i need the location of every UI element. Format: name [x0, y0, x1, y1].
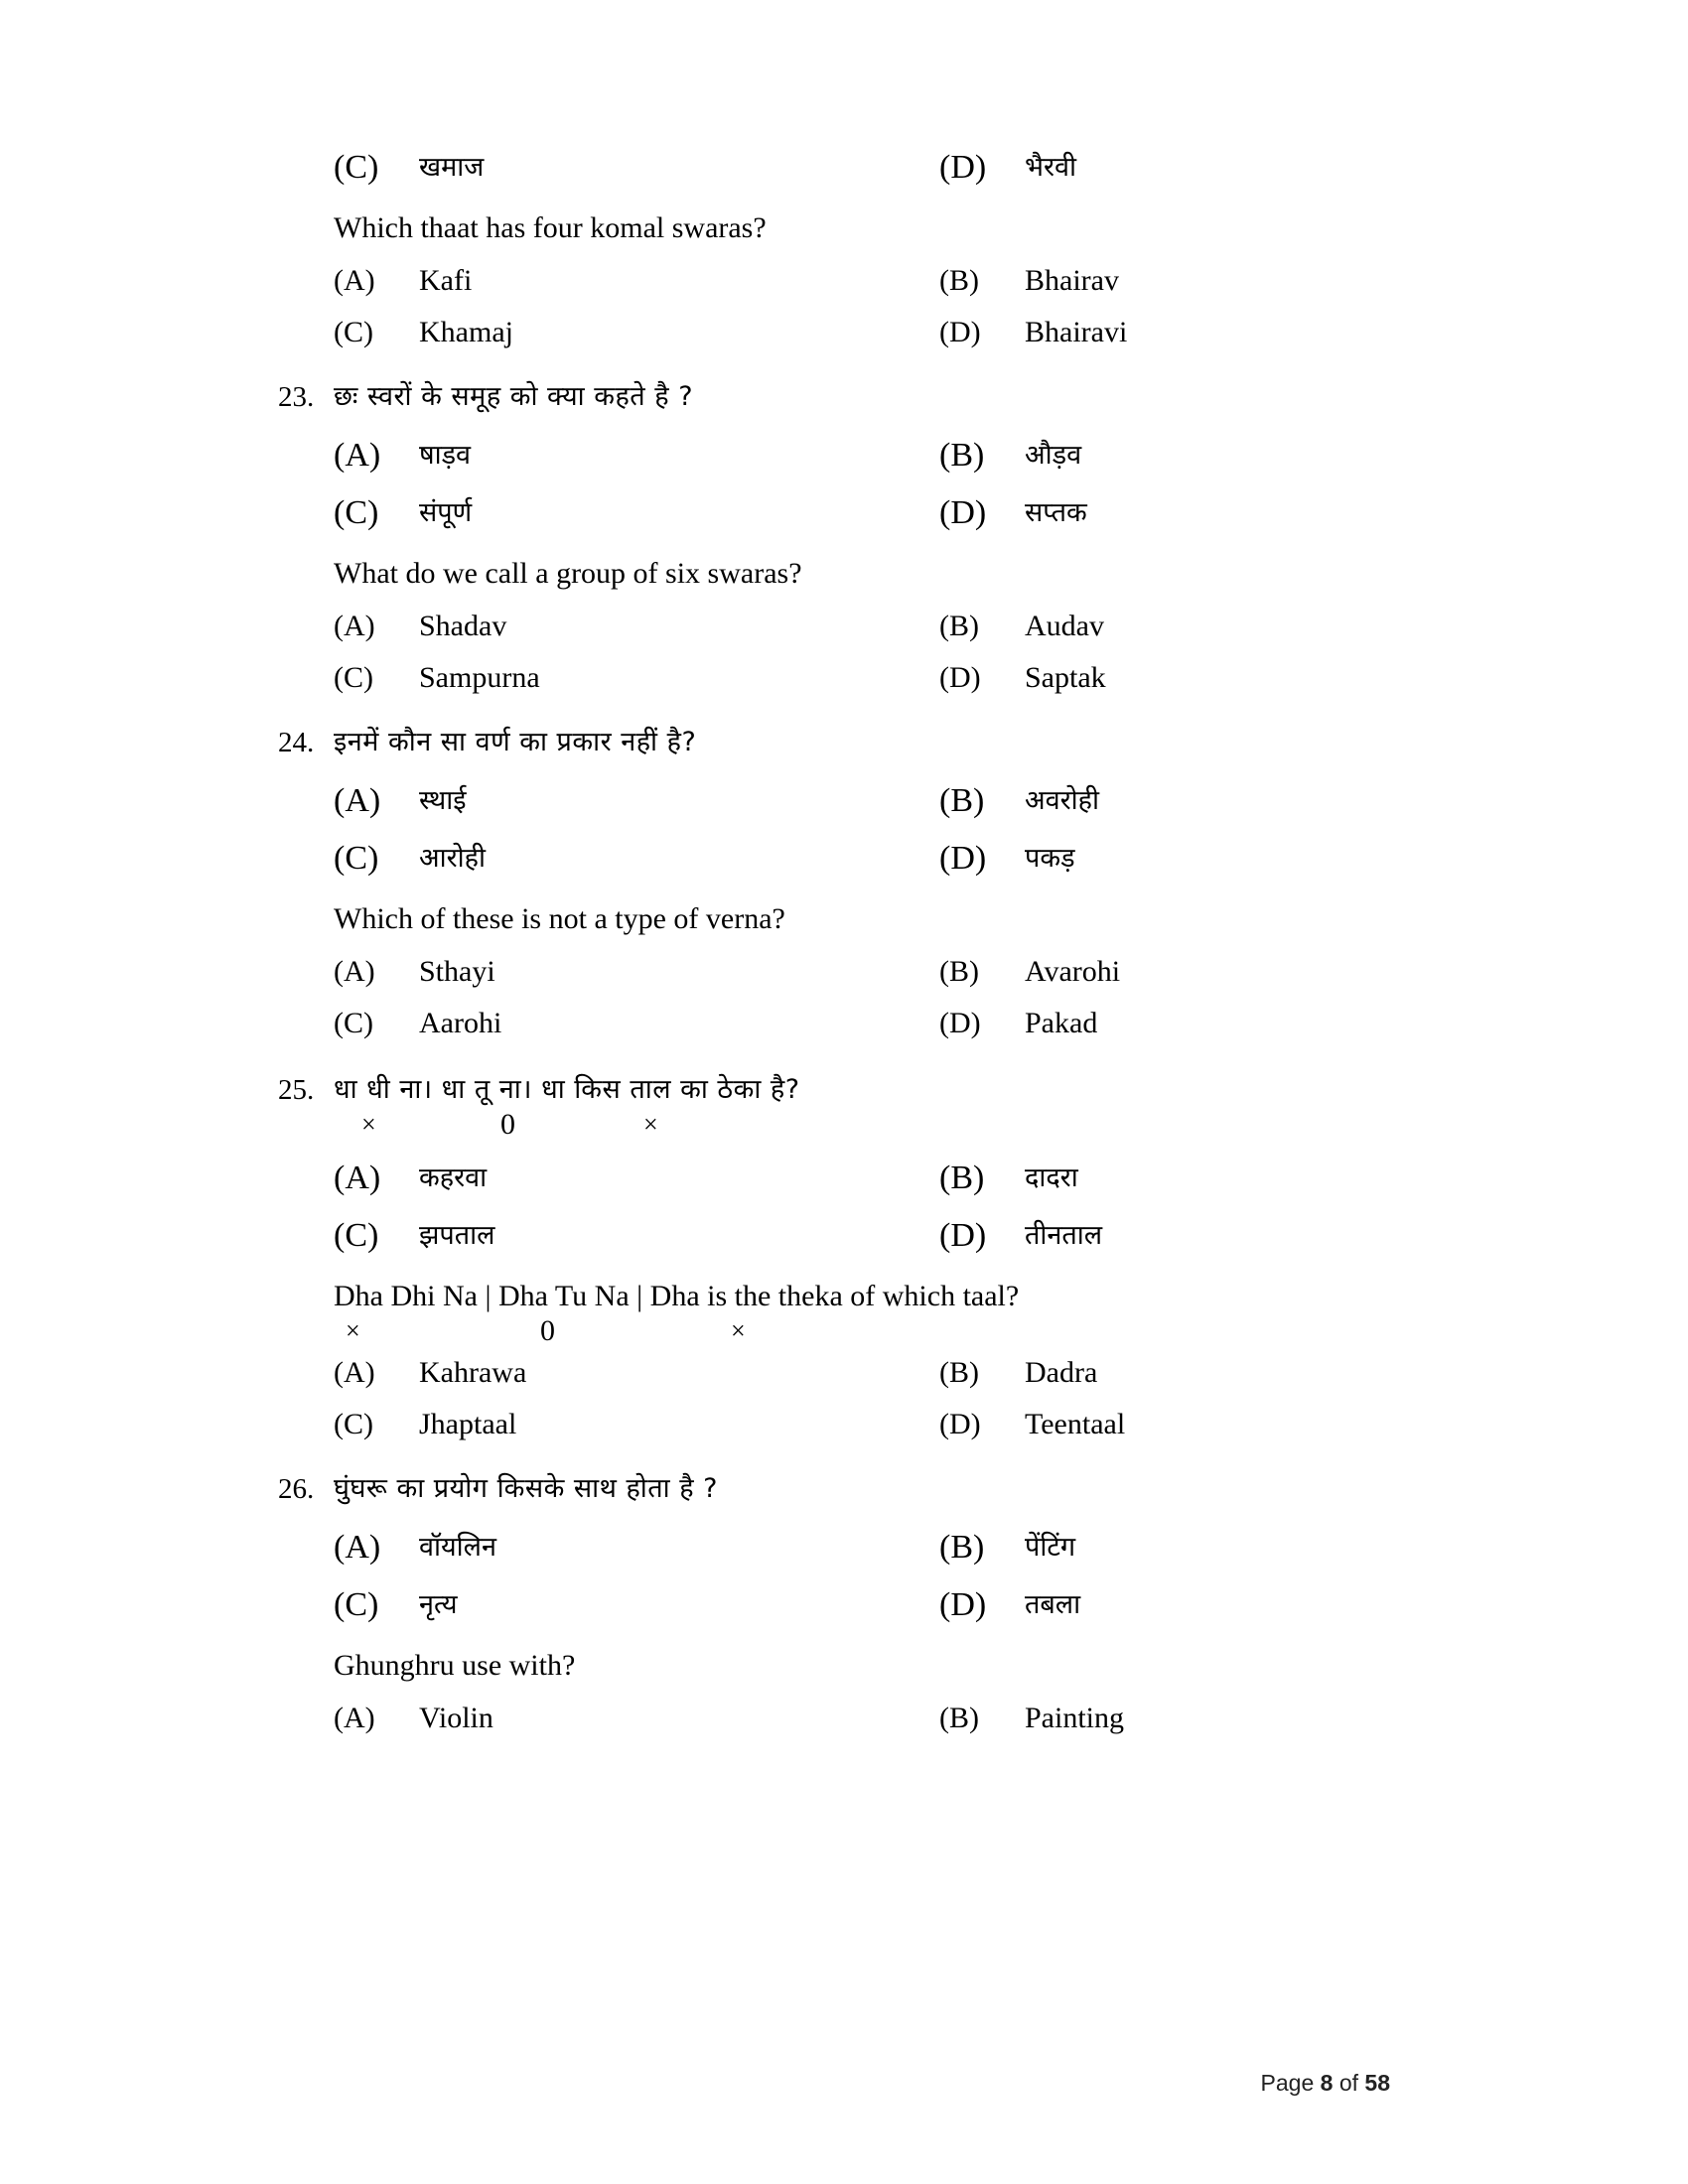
option-label: (D)	[939, 1586, 987, 1623]
option-a	[334, 1700, 939, 1737]
option-b	[939, 1529, 1545, 1567]
option-label: (C)	[334, 840, 379, 877]
option-value: Sthayi	[419, 955, 495, 988]
option-label: (D)	[939, 1408, 981, 1440]
option-value: स्थाई	[419, 785, 467, 816]
option-value: पकड़	[1025, 843, 1075, 874]
option-label: (B)	[939, 955, 979, 988]
footer-total-pages: 58	[1364, 2070, 1390, 2096]
option-row	[334, 608, 1390, 645]
option-c	[334, 1406, 939, 1443]
option-b	[939, 608, 1545, 645]
option-d	[939, 494, 1545, 532]
option-a	[334, 953, 939, 991]
theka-mark-khali-1: ×	[346, 1316, 360, 1345]
option-label: (B)	[939, 1702, 979, 1734]
option-c	[334, 659, 939, 697]
option-label: (D)	[939, 840, 987, 877]
option-value: Avarohi	[1025, 955, 1121, 988]
option-d	[939, 1217, 1545, 1255]
option-b	[939, 953, 1545, 991]
footer-middle: of	[1338, 2070, 1359, 2096]
option-value: Violin	[419, 1702, 493, 1734]
option-label: (A)	[334, 437, 381, 474]
option-d	[939, 659, 1545, 697]
option-row	[334, 1586, 1390, 1624]
question-number: 23.	[278, 381, 315, 413]
question-stem-english: Dha Dhi Na | Dha Tu Na | Dha is the theka of which taal?	[334, 1280, 1020, 1312]
theka-mark-sam: 0	[540, 1314, 555, 1347]
option-value: षाड़व	[419, 440, 472, 471]
theka-mark-khali-2: ×	[731, 1316, 746, 1345]
option-c	[334, 494, 939, 532]
footer-prefix: Page	[1260, 2070, 1315, 2096]
option-value: नृत्य	[419, 1589, 458, 1620]
page-footer	[1261, 2070, 1390, 2097]
option-b	[939, 782, 1545, 820]
option-label: (C)	[334, 149, 379, 186]
question-number: 25.	[278, 1074, 315, 1106]
option-label: (D)	[939, 1007, 981, 1039]
option-label: (A)	[334, 1356, 375, 1389]
option-label: (D)	[939, 494, 987, 531]
option-label: (C)	[334, 661, 373, 694]
option-value: Aarohi	[419, 1007, 502, 1039]
option-value: Kahrawa	[419, 1356, 527, 1389]
option-row	[334, 494, 1390, 532]
option-row	[334, 1217, 1390, 1255]
option-label: (B)	[939, 264, 979, 297]
theka-mark-sam: 0	[500, 1108, 515, 1141]
question-stem-hindi: घुंघरू का प्रयोग किसके साथ होता है ?	[334, 1473, 719, 1504]
option-label: (C)	[334, 1217, 379, 1254]
option-label: (B)	[939, 1160, 985, 1196]
option-row	[334, 1529, 1390, 1567]
option-row	[334, 782, 1390, 820]
option-value: Pakad	[1025, 1007, 1098, 1039]
option-value: Khamaj	[419, 316, 513, 348]
option-b	[939, 262, 1545, 300]
option-a	[334, 1529, 939, 1567]
option-label: (A)	[334, 782, 381, 819]
option-label: (C)	[334, 1586, 379, 1623]
option-row	[334, 1406, 1390, 1443]
option-value: Bhairavi	[1025, 316, 1128, 348]
theka-mark-khali-2: ×	[643, 1110, 658, 1139]
option-d	[939, 149, 1545, 187]
option-value: Dadra	[1025, 1356, 1098, 1389]
option-value: Kafi	[419, 264, 473, 297]
theka-marks-english	[334, 1316, 1390, 1346]
option-value: Saptak	[1025, 661, 1106, 694]
option-b	[939, 1160, 1545, 1197]
option-label: (D)	[939, 149, 987, 186]
option-label: (B)	[939, 610, 979, 642]
option-label: (B)	[939, 1356, 979, 1389]
option-row	[334, 1354, 1390, 1392]
option-c	[334, 840, 939, 878]
option-c	[334, 1005, 939, 1042]
option-label: (D)	[939, 316, 981, 348]
option-d	[939, 840, 1545, 878]
option-value: Painting	[1025, 1702, 1125, 1734]
option-value: Sampurna	[419, 661, 540, 694]
question-stem-english: Ghunghru use with?	[334, 1649, 576, 1682]
option-value: संपूर्ण	[419, 497, 473, 528]
option-label: (A)	[334, 1529, 381, 1566]
option-label: (B)	[939, 437, 985, 474]
theka-mark-khali-1: ×	[361, 1110, 376, 1139]
option-row	[334, 659, 1390, 697]
option-value: वॉयलिन	[419, 1532, 496, 1563]
question-stem-hindi: धा धी ना। धा तू ना। धा किस ताल का ठेका है?	[334, 1074, 800, 1105]
option-value: कहरवा	[419, 1162, 488, 1193]
option-b	[939, 437, 1545, 475]
option-row	[334, 437, 1390, 475]
footer-page-number: 8	[1320, 2070, 1334, 2096]
question-stem-hindi: इनमें कौन सा वर्ण का प्रकार नहीं है?	[334, 727, 697, 757]
option-row	[334, 314, 1390, 351]
question-stem-hindi: छः स्वरों के समूह को क्या कहते है ?	[334, 381, 694, 412]
option-a	[334, 437, 939, 475]
question-24	[278, 723, 1390, 762]
option-value: खमाज	[419, 152, 485, 183]
option-a	[334, 782, 939, 820]
option-row	[334, 1700, 1390, 1737]
option-label: (A)	[334, 955, 375, 988]
question-stem-english: Which thaat has four komal swaras?	[334, 211, 767, 244]
option-a	[334, 1160, 939, 1197]
option-label: (D)	[939, 661, 981, 694]
option-label: (B)	[939, 782, 985, 819]
question-26	[278, 1469, 1390, 1509]
option-value: Jhaptaal	[419, 1408, 517, 1440]
option-value: तीनताल	[1025, 1220, 1103, 1251]
option-row	[334, 1005, 1390, 1042]
option-row	[334, 1160, 1390, 1197]
option-label: (A)	[334, 610, 375, 642]
option-value: Teentaal	[1025, 1408, 1126, 1440]
question-stem-english: Which of these is not a type of verna?	[334, 902, 785, 935]
option-d	[939, 1005, 1545, 1042]
option-value: अवरोही	[1025, 785, 1100, 816]
option-a	[334, 262, 939, 300]
option-c	[334, 1586, 939, 1624]
question-stem-english: What do we call a group of six swaras?	[334, 557, 802, 590]
option-label: (D)	[939, 1217, 987, 1254]
option-value: आरोही	[419, 843, 486, 874]
option-value: तबला	[1025, 1589, 1081, 1620]
option-label: (C)	[334, 1408, 373, 1440]
question-23	[278, 377, 1390, 417]
option-d	[939, 1586, 1545, 1624]
option-d	[939, 1406, 1545, 1443]
option-value: भैरवी	[1025, 152, 1077, 183]
question-number: 26.	[278, 1473, 315, 1505]
option-value: झपताल	[419, 1220, 495, 1251]
option-value: Audav	[1025, 610, 1104, 642]
option-c	[334, 314, 939, 351]
option-b	[939, 1354, 1545, 1392]
option-d	[939, 314, 1545, 351]
option-label: (A)	[334, 264, 375, 297]
option-row	[334, 149, 1390, 187]
option-row	[334, 262, 1390, 300]
option-b	[939, 1700, 1545, 1737]
option-value: सप्तक	[1025, 497, 1087, 528]
option-label: (B)	[939, 1529, 985, 1566]
option-row	[334, 953, 1390, 991]
option-value: Bhairav	[1025, 264, 1119, 297]
question-number: 24.	[278, 727, 315, 758]
option-value: पेंटिंग	[1025, 1532, 1076, 1563]
option-value: औड़व	[1025, 440, 1082, 471]
option-a	[334, 608, 939, 645]
option-label: (C)	[334, 316, 373, 348]
option-label: (C)	[334, 1007, 373, 1039]
question-25	[278, 1070, 1390, 1110]
option-label: (C)	[334, 494, 379, 531]
option-value: दादरा	[1025, 1162, 1078, 1193]
option-row	[334, 840, 1390, 878]
option-label: (A)	[334, 1702, 375, 1734]
option-value: Shadav	[419, 610, 507, 642]
option-label: (A)	[334, 1160, 381, 1196]
option-c	[334, 149, 939, 187]
option-a	[334, 1354, 939, 1392]
theka-marks-hindi	[334, 1110, 1390, 1140]
option-c	[334, 1217, 939, 1255]
